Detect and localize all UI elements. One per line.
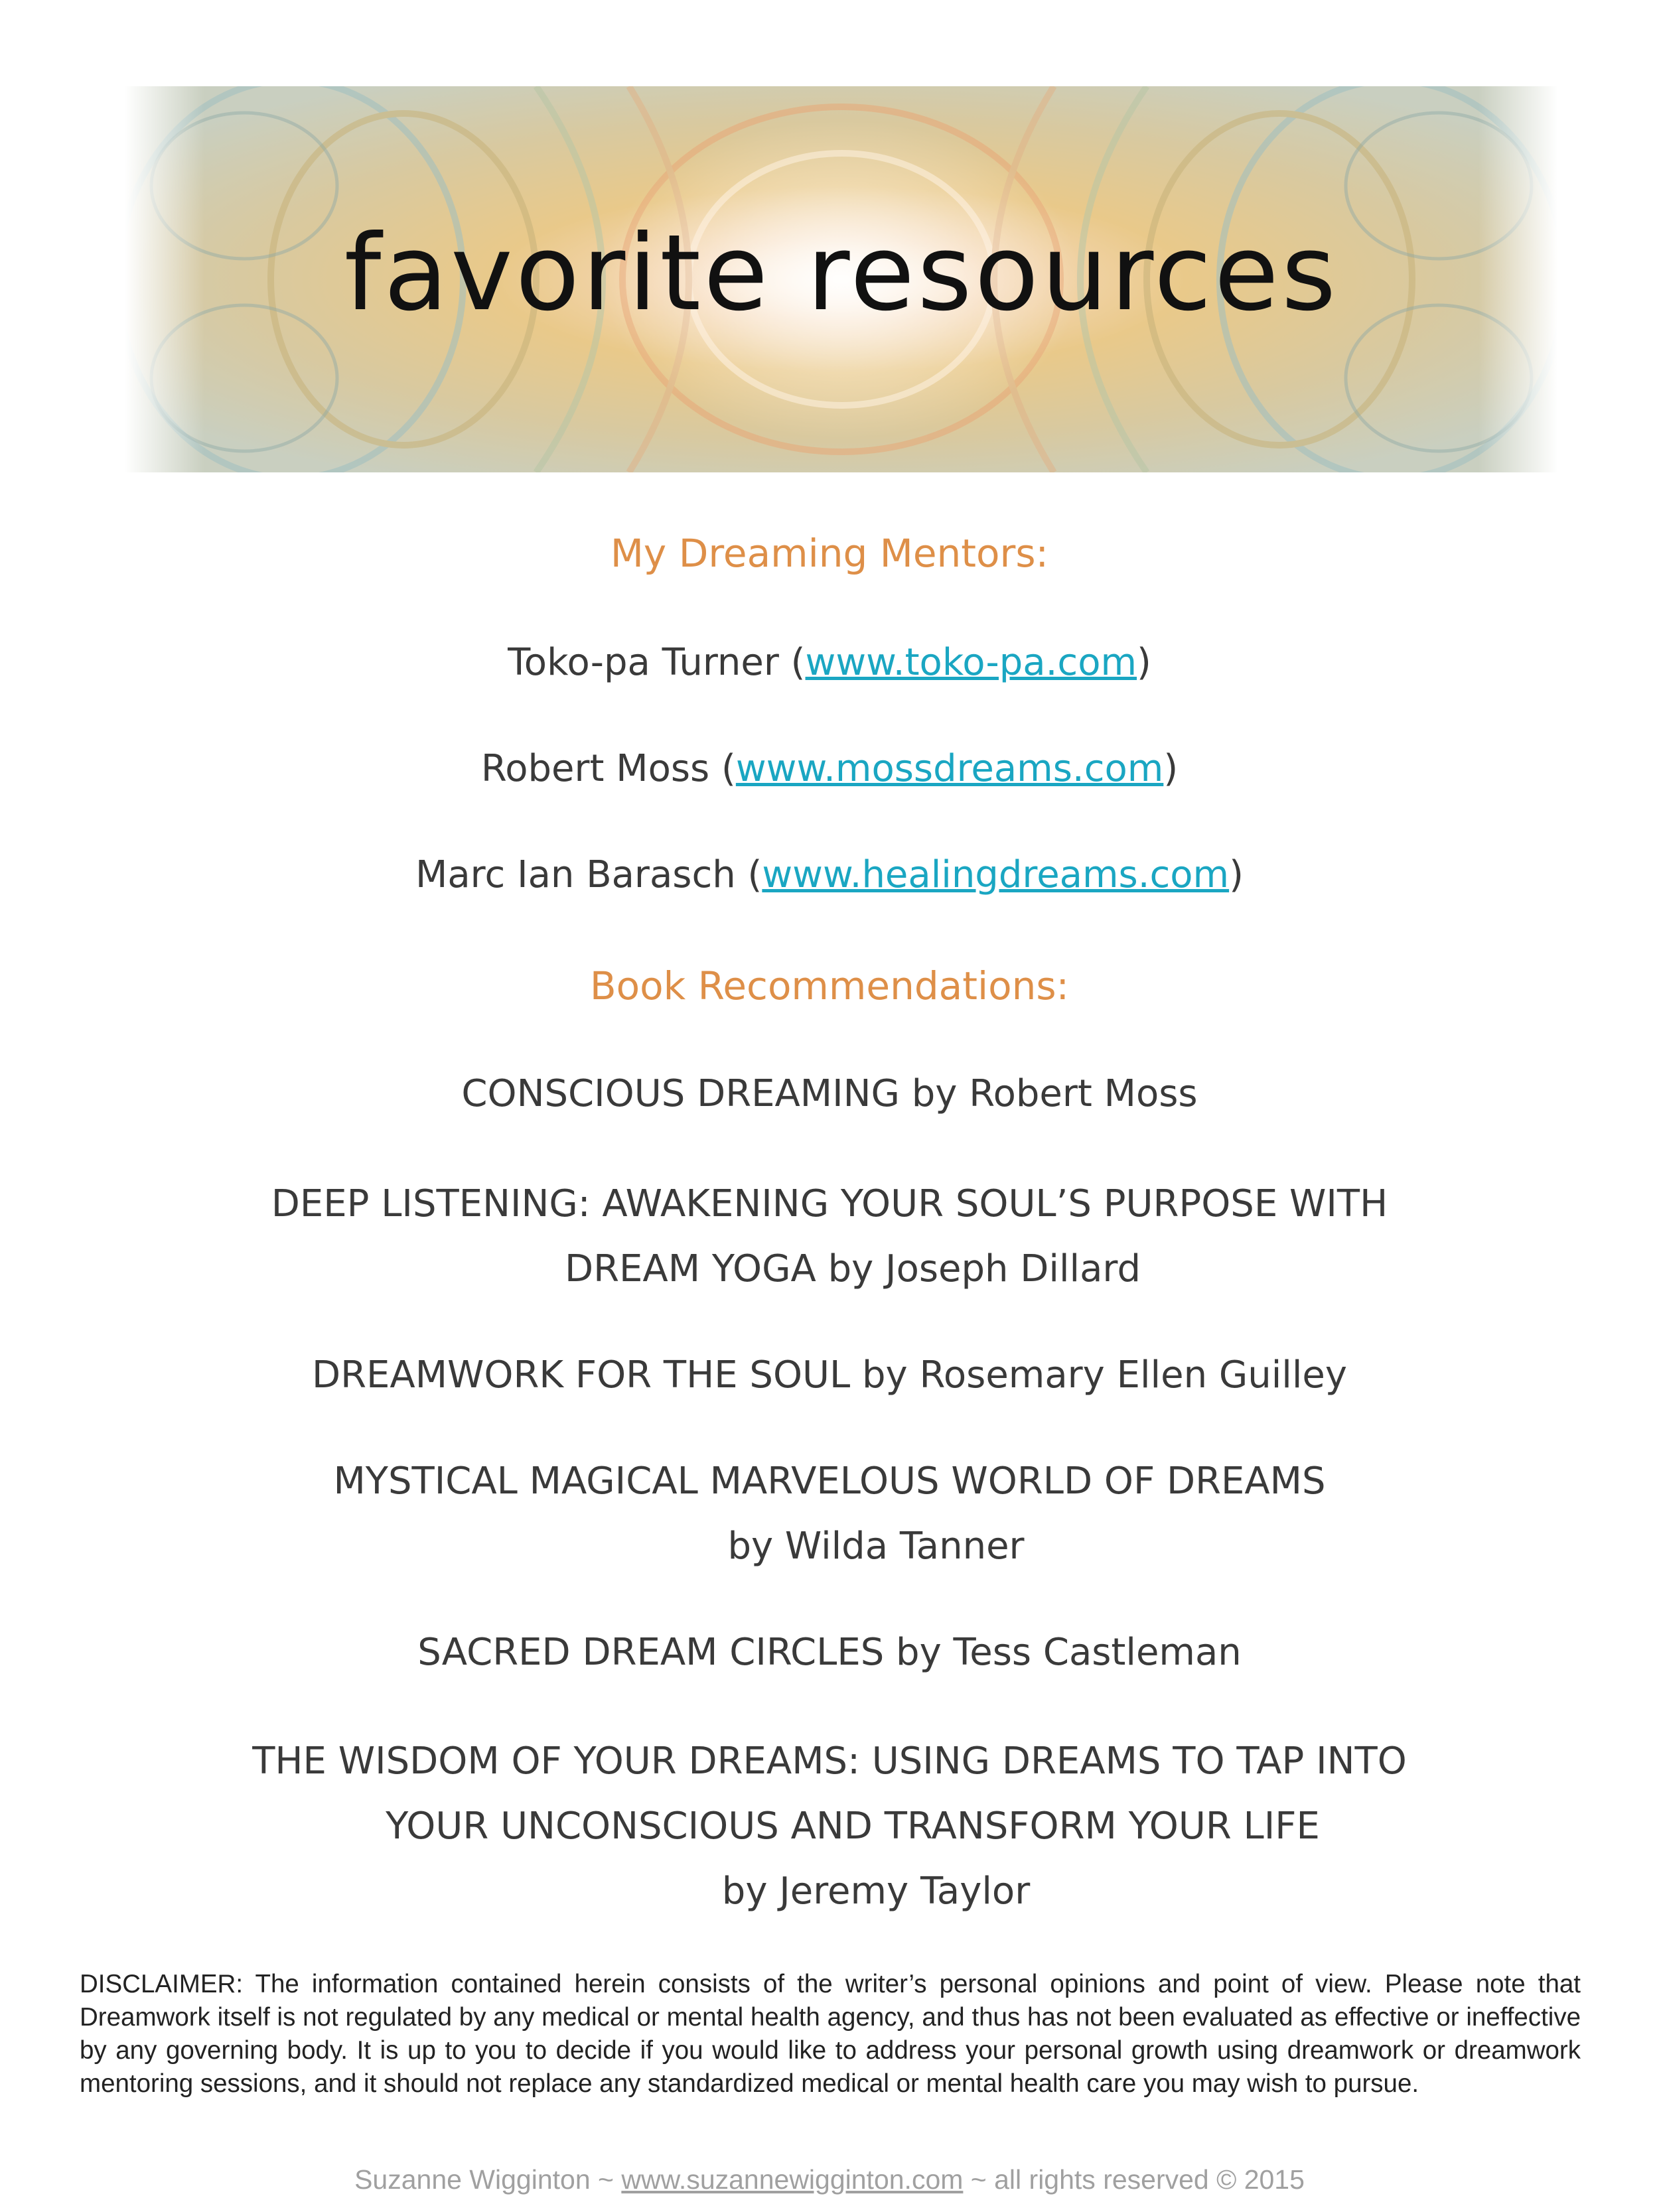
footer [0,2164,1659,2195]
book-item-line: DEEP LISTENING: AWAKENING YOUR SOUL’S PURPOSE WITH [271,1182,1388,1225]
book-item-line: YOUR UNCONSCIOUS AND TRANSFORM YOUR LIFE [386,1805,1320,1848]
mentors-heading: My Dreaming Mentors: [610,531,1049,576]
mentor-link[interactable]: www.healingdreams.com [762,853,1230,896]
footer-link[interactable]: www.suzannewigginton.com [621,2164,964,2195]
mentor-name: Toko-pa Turner ( [508,641,806,684]
book-item: DREAMWORK FOR THE SOUL by Rosemary Ellen Guilley [311,1353,1348,1397]
mentor-item [0,853,1659,896]
footer-suffix: ~ all rights reserved © 2015 [963,2164,1305,2195]
book-item-line: DREAM YOGA by Joseph Dillard [565,1247,1141,1290]
mentor-paren-close: ) [1229,853,1244,896]
footer-prefix: Suzanne Wigginton ~ [354,2164,622,2195]
disclaimer-text: DISCLAIMER: The information contained herein consists of the writer’s personal opinions and point of view. Please note that Dreamwork itself is not regulated by any medical or mental health agency, and thus has not been evaluated as effective or ineffective by any governing body. It is up to you to decide if you would like to address your personal growth using dreamwork or dreamwork mentoring sessions, and it should not replace any standardized medical or mental health care you may wish to pursue. [80,1970,1581,2098]
book-item: SACRED DREAM CIRCLES by Tess Castleman [417,1631,1242,1674]
book-item-line: MYSTICAL MAGICAL MARVELOUS WORLD OF DREAMS [333,1460,1326,1503]
mentor-paren-close: ) [1163,747,1179,790]
mentor-paren-close: ) [1137,641,1151,684]
mentor-link[interactable]: www.mossdreams.com [735,747,1164,790]
header-banner [125,86,1558,472]
mentor-item [0,641,1659,684]
mentor-item [0,747,1659,790]
books-heading: Book Recommendations: [589,963,1070,1008]
book-item-line: THE WISDOM OF YOUR DREAMS: USING DREAMS TO TAP INTO [252,1740,1407,1783]
mentor-name: Robert Moss ( [480,747,736,790]
page-title: favorite resources [344,212,1339,334]
book-item: CONSCIOUS DREAMING by Robert Moss [461,1072,1198,1115]
book-item-line: by Jeremy Taylor [721,1870,1031,1913]
book-item-line: by Wilda Tanner [727,1525,1025,1568]
mentor-link[interactable]: www.toko-pa.com [805,641,1137,684]
mentor-name: Marc Ian Barasch ( [415,853,762,896]
